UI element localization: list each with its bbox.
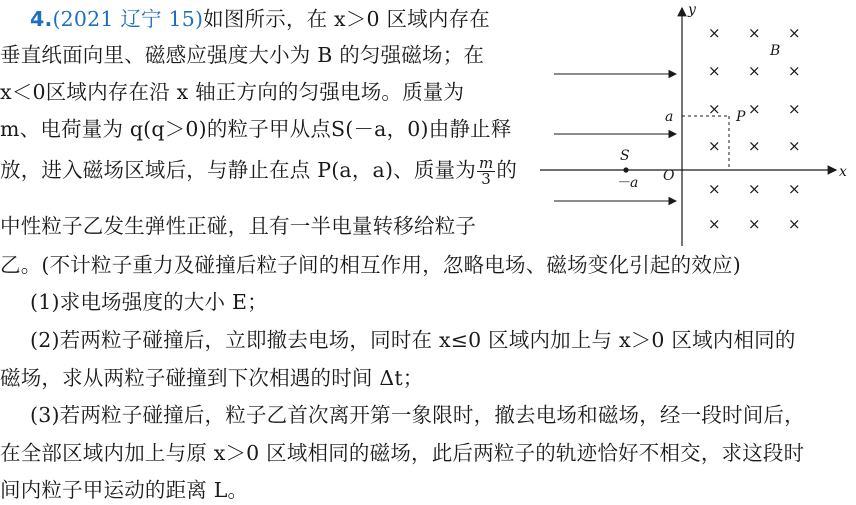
field-cross-icon: × xyxy=(708,215,721,233)
problem-line-3: x＜0区域内存在沿 x 轴正方向的匀强电场。质量为 xyxy=(0,80,465,104)
field-cross-icon: × xyxy=(748,137,761,155)
field-cross-icon: × xyxy=(748,24,761,42)
question-3-line-2: 在全部区域内加上与原 x＞0 区域相同的磁场，此后两粒子的轨迹恰好不相交，求这段时 xyxy=(0,441,805,465)
field-cross-icon: × xyxy=(708,62,721,80)
question-2-line-2: 磁场，求从两粒子碰撞到下次相遇的时间 Δt； xyxy=(0,366,424,390)
field-cross-icon: × xyxy=(748,62,761,80)
point-p-label: P xyxy=(736,109,746,125)
question-3-line-3: 间内粒子甲运动的距离 L。 xyxy=(0,478,249,502)
field-cross-icon: × xyxy=(788,137,801,155)
field-cross-icon: × xyxy=(788,62,801,80)
origin-label: O xyxy=(663,168,675,184)
question-number: 4. xyxy=(30,7,53,31)
y-axis-label: y xyxy=(688,2,696,18)
field-cross-icon: × xyxy=(748,180,761,198)
field-cross-icon: × xyxy=(748,215,761,233)
problem-line-7: 乙。(不计粒子重力及碰撞后粒子间的相互作用，忽略电场、磁场变化引起的效应) xyxy=(0,253,741,277)
field-cross-icon: × xyxy=(788,215,801,233)
field-cross-icon: × xyxy=(708,24,721,42)
magnetic-field-crosses xyxy=(708,24,801,233)
question-1: (1)求电场强度的大小 E； xyxy=(30,290,268,314)
field-diagram xyxy=(536,0,852,250)
fraction-denominator: 3 xyxy=(481,170,492,188)
question-3-line-1: (3)若两粒子碰撞后，粒子乙首次离开第一象限时，撤去电场和磁场，经一段时间后， xyxy=(30,403,805,427)
problem-line-5 xyxy=(0,155,517,187)
line5-text-before: 放，进入磁场区域后，与静止在点 P(a，a)、质量为 xyxy=(0,158,476,182)
problem-line-2: 垂直纸面向里、磁感应强度大小为 B 的匀强磁场；在 xyxy=(0,43,485,67)
field-cross-icon: × xyxy=(748,100,761,118)
a-label: a xyxy=(665,109,674,125)
mass-fraction xyxy=(477,156,495,187)
field-cross-icon: × xyxy=(788,100,801,118)
field-cross-icon: × xyxy=(788,180,801,198)
problem-line-1 xyxy=(30,4,552,34)
intro-line-1: 如图所示，在 x＞0 区域内存在 xyxy=(203,7,490,31)
field-cross-icon: × xyxy=(708,100,721,118)
line5-text-after: 的 xyxy=(496,158,518,182)
x-axis-label: x xyxy=(839,164,847,180)
neg-a-label: －a xyxy=(616,175,639,191)
point-s xyxy=(623,167,628,172)
problem-line-6: 中性粒子乙发生弹性正碰，且有一半电量转移给粒子 xyxy=(0,214,477,238)
question-2-line-1: (2)若两粒子碰撞后，立即撤去电场，同时在 x≤0 区域内加上与 x＞0 区域内相同的 xyxy=(30,328,796,352)
field-cross-icon: × xyxy=(708,137,721,155)
problem-line-4: m、电荷量为 q(q＞0)的粒子甲从点S(－a，0)由静止释 xyxy=(0,117,512,141)
question-source: (2021 辽宁 15) xyxy=(52,7,204,31)
field-b-label: B xyxy=(770,43,781,59)
field-cross-icon: × xyxy=(708,180,721,198)
fraction-numerator: m xyxy=(478,154,494,172)
field-cross-icon: × xyxy=(788,24,801,42)
point-s-label: S xyxy=(620,148,630,164)
